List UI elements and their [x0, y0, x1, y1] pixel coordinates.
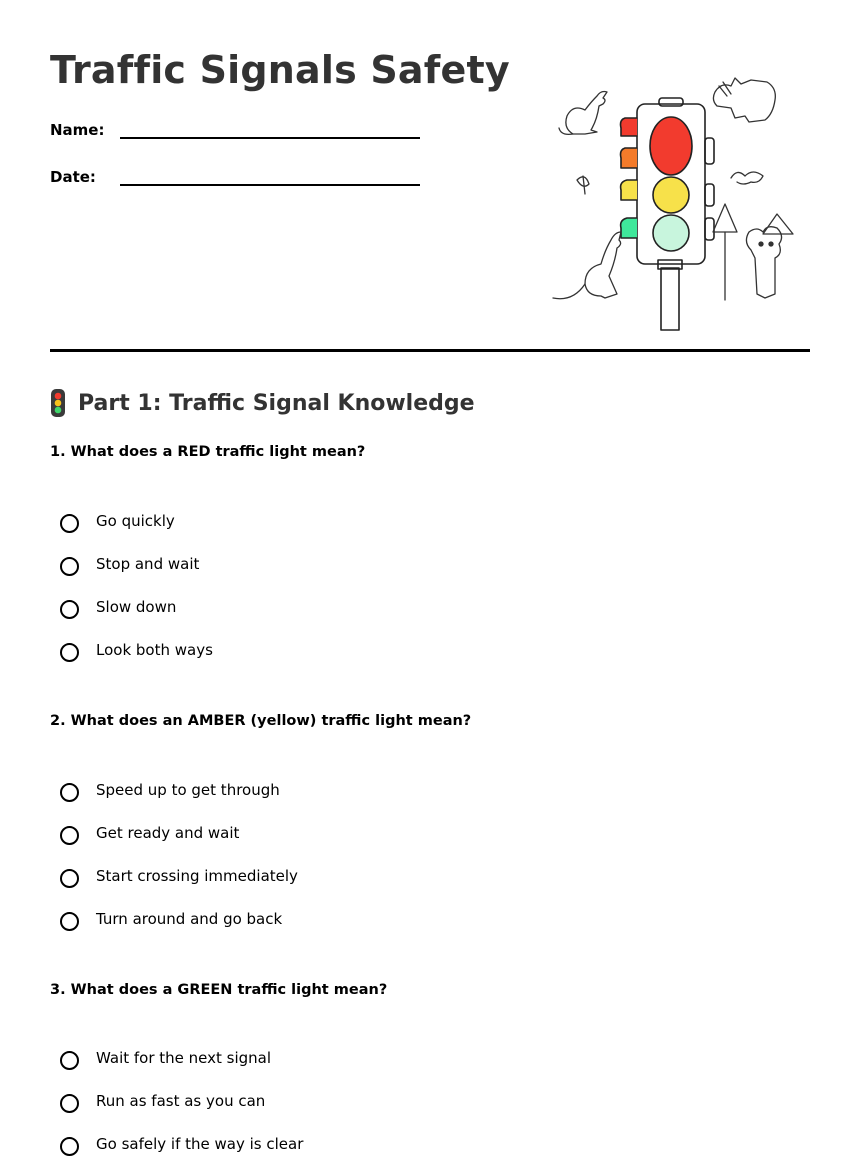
- header-divider: [50, 349, 810, 352]
- option-label: Start crossing immediately: [96, 867, 298, 885]
- date-label: Date:: [50, 168, 96, 186]
- part1-heading-text: Part 1: Traffic Signal Knowledge: [78, 390, 475, 416]
- radio-button[interactable]: [60, 557, 79, 576]
- option-label: Go quickly: [96, 512, 175, 530]
- q2-option-c[interactable]: [60, 863, 298, 889]
- radio-button[interactable]: [60, 912, 79, 931]
- option-label: Turn around and go back: [96, 910, 283, 928]
- option-label: Go safely if the way is clear: [96, 1135, 304, 1153]
- traffic-light-icon: [50, 388, 66, 418]
- name-label: Name:: [50, 121, 105, 139]
- part1-heading: [50, 386, 475, 420]
- question-2: 2. What does an AMBER (yellow) traffic light mean?: [50, 713, 472, 729]
- radio-button[interactable]: [60, 643, 79, 662]
- radio-button[interactable]: [60, 1137, 79, 1156]
- option-label: Run as fast as you can: [96, 1092, 266, 1110]
- date-field-row: [50, 168, 430, 198]
- q3-option-c[interactable]: [60, 1131, 303, 1157]
- question-3: 3. What does a GREEN traffic light mean?: [50, 982, 388, 998]
- option-label: Slow down: [96, 598, 177, 616]
- question-1: 1. What does a RED traffic light mean?: [50, 444, 366, 460]
- q2-option-a[interactable]: [60, 777, 280, 803]
- option-label: Look both ways: [96, 641, 213, 659]
- radio-button[interactable]: [60, 1094, 79, 1113]
- name-field[interactable]: [120, 137, 420, 139]
- radio-button[interactable]: [60, 783, 79, 802]
- q1-option-c[interactable]: [60, 594, 176, 620]
- option-label: Stop and wait: [96, 555, 200, 573]
- radio-button[interactable]: [60, 600, 79, 619]
- radio-button[interactable]: [60, 1051, 79, 1070]
- q3-option-a[interactable]: [60, 1045, 271, 1071]
- option-label: Get ready and wait: [96, 824, 240, 842]
- q2-option-d[interactable]: [60, 906, 282, 932]
- q2-option-b[interactable]: [60, 820, 239, 846]
- option-label: Wait for the next signal: [96, 1049, 272, 1067]
- option-label: Speed up to get through: [96, 781, 280, 799]
- radio-button[interactable]: [60, 826, 79, 845]
- name-field-row: [50, 121, 430, 151]
- radio-button[interactable]: [60, 869, 79, 888]
- q3-option-b[interactable]: [60, 1088, 265, 1114]
- q1-option-a[interactable]: [60, 508, 175, 534]
- date-field[interactable]: [120, 184, 420, 186]
- radio-button[interactable]: [60, 514, 79, 533]
- worksheet-title: Traffic Signals Safety: [50, 48, 510, 92]
- q1-option-d[interactable]: [60, 637, 213, 663]
- traffic-light-illustration: [545, 72, 805, 332]
- q1-option-b[interactable]: [60, 551, 199, 577]
